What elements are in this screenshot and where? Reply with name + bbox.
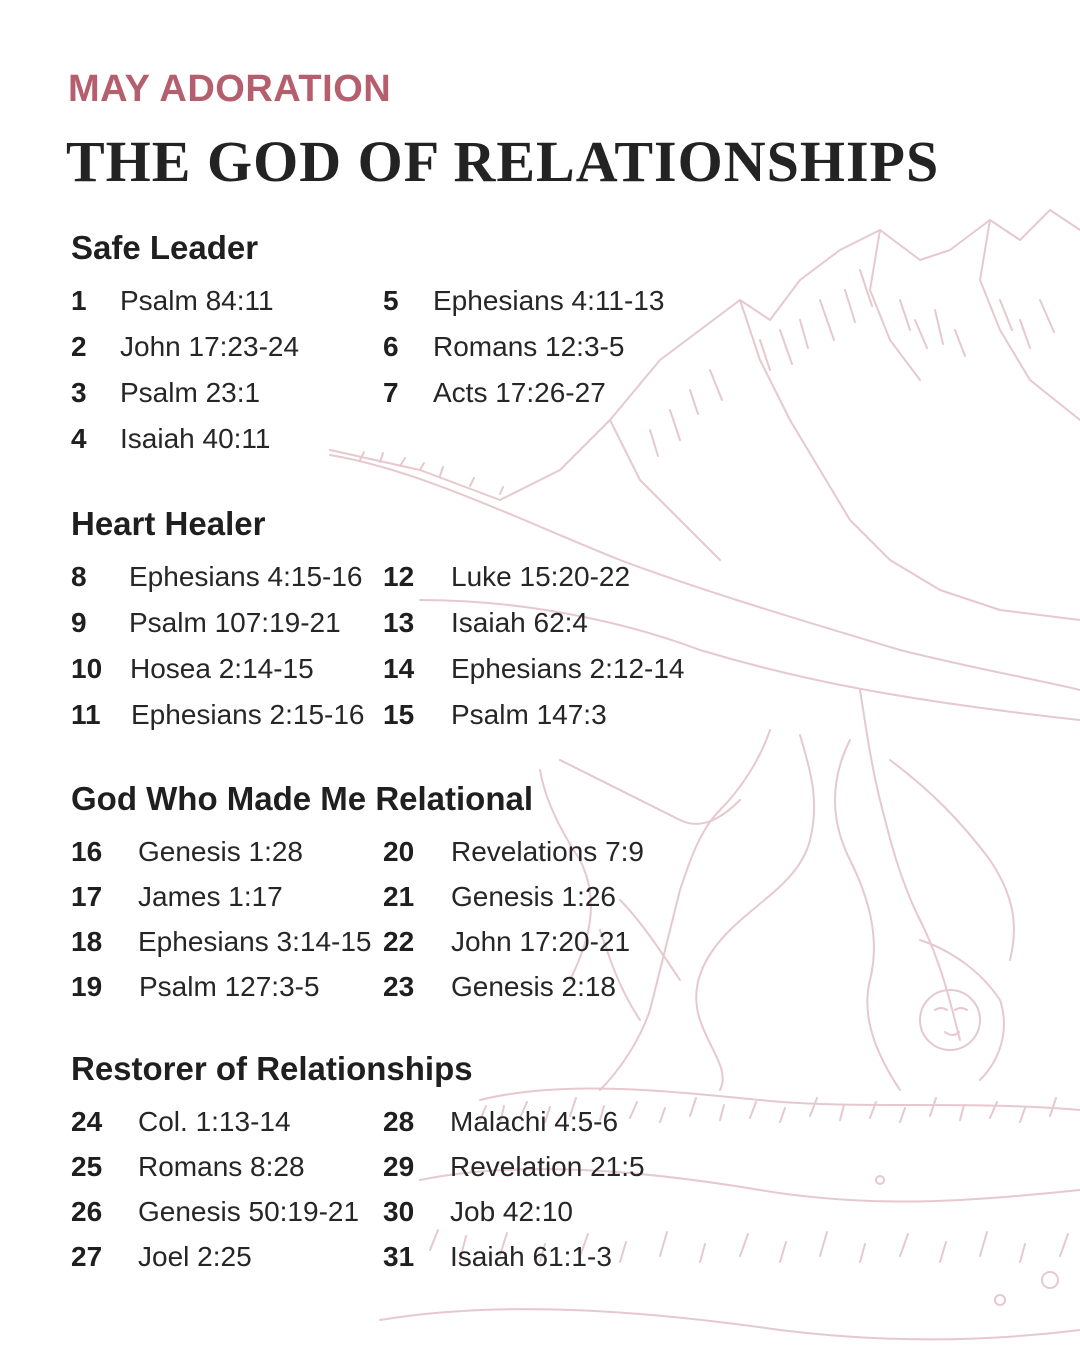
section-restorer-of-relationships (71, 1049, 645, 1272)
scripture-ref: Romans 12:3-5 (433, 331, 625, 362)
scripture-ref: Isaiah 61:1-3 (450, 1241, 612, 1272)
page-title: THE GOD OF RELATIONSHIPS (66, 129, 940, 194)
scripture-ref: Psalm 127:3-5 (139, 971, 320, 1002)
scripture-ref: Psalm 23:1 (120, 377, 261, 408)
scripture-ref: Genesis 1:28 (138, 836, 303, 867)
month-label: MAY ADORATION (68, 68, 392, 110)
day-number: 27 (71, 1241, 103, 1272)
section-title: Restorer of Relationships (71, 1050, 473, 1087)
day-number: 3 (71, 377, 87, 408)
day-number: 22 (383, 926, 415, 957)
day-number: 4 (71, 423, 87, 454)
scripture-ref: John 17:23-24 (120, 331, 300, 362)
day-number: 7 (383, 377, 399, 408)
day-number: 14 (383, 653, 415, 684)
section-title: Heart Healer (71, 505, 266, 542)
day-number: 24 (71, 1106, 103, 1137)
section-title: Safe Leader (71, 229, 259, 266)
day-number: 29 (383, 1151, 415, 1182)
day-number: 15 (383, 699, 415, 730)
scripture-ref: Ephesians 4:15-16 (129, 561, 363, 592)
day-number: 10 (71, 653, 103, 684)
day-number: 17 (71, 881, 103, 912)
day-number: 1 (71, 285, 87, 316)
section-title: God Who Made Me Relational (71, 780, 534, 817)
scripture-ref: Ephesians 2:15-16 (131, 699, 365, 730)
section-safe-leader (71, 228, 665, 454)
day-number: 31 (383, 1241, 415, 1272)
scripture-ref: Acts 17:26-27 (433, 377, 606, 408)
scripture-ref: Col. 1:13-14 (138, 1106, 291, 1137)
scripture-ref: Isaiah 62:4 (451, 607, 588, 638)
day-number: 9 (71, 607, 87, 638)
day-number: 8 (71, 561, 87, 592)
scripture-ref: Malachi 4:5-6 (450, 1106, 619, 1137)
scripture-ref: Genesis 50:19-21 (138, 1196, 360, 1227)
scripture-ref: Genesis 1:26 (451, 881, 616, 912)
day-number: 6 (383, 331, 399, 362)
scripture-ref: Ephesians 2:12-14 (451, 653, 685, 684)
day-number: 28 (383, 1106, 415, 1137)
scripture-ref: John 17:20-21 (451, 926, 631, 957)
scripture-ref: Ephesians 3:14-15 (138, 926, 372, 957)
scripture-ref: Psalm 147:3 (451, 699, 607, 730)
day-number: 18 (71, 926, 103, 957)
section-god-who-made-me-relational (71, 779, 645, 1002)
scripture-ref: Ephesians 4:11-13 (433, 285, 665, 316)
day-number: 26 (71, 1196, 103, 1227)
scripture-ref: Revelations 7:9 (451, 836, 645, 867)
day-number: 2 (71, 331, 87, 362)
day-number: 13 (383, 607, 415, 638)
day-number: 12 (383, 561, 415, 592)
day-number: 21 (383, 881, 415, 912)
day-number: 30 (383, 1196, 415, 1227)
day-number: 16 (71, 836, 103, 867)
scripture-ref: Job 42:10 (450, 1196, 573, 1227)
day-number: 20 (383, 836, 415, 867)
scripture-ref: Joel 2:25 (138, 1241, 252, 1272)
scripture-ref: Psalm 84:11 (120, 285, 274, 316)
scripture-ref: Hosea 2:14-15 (130, 653, 314, 684)
scripture-ref: Luke 15:20-22 (451, 561, 631, 592)
scripture-ref: Genesis 2:18 (451, 971, 616, 1002)
day-number: 23 (383, 971, 415, 1002)
day-number: 5 (383, 285, 399, 316)
scripture-ref: Psalm 107:19-21 (129, 607, 341, 638)
day-number: 19 (71, 971, 103, 1002)
scripture-ref: Isaiah 40:11 (120, 423, 271, 454)
scripture-ref: Revelation 21:5 (450, 1151, 645, 1182)
day-number: 25 (71, 1151, 103, 1182)
section-heart-healer (71, 504, 685, 730)
scripture-ref: Romans 8:28 (138, 1151, 305, 1182)
scripture-ref: James 1:17 (138, 881, 283, 912)
day-number: 11 (71, 699, 101, 730)
